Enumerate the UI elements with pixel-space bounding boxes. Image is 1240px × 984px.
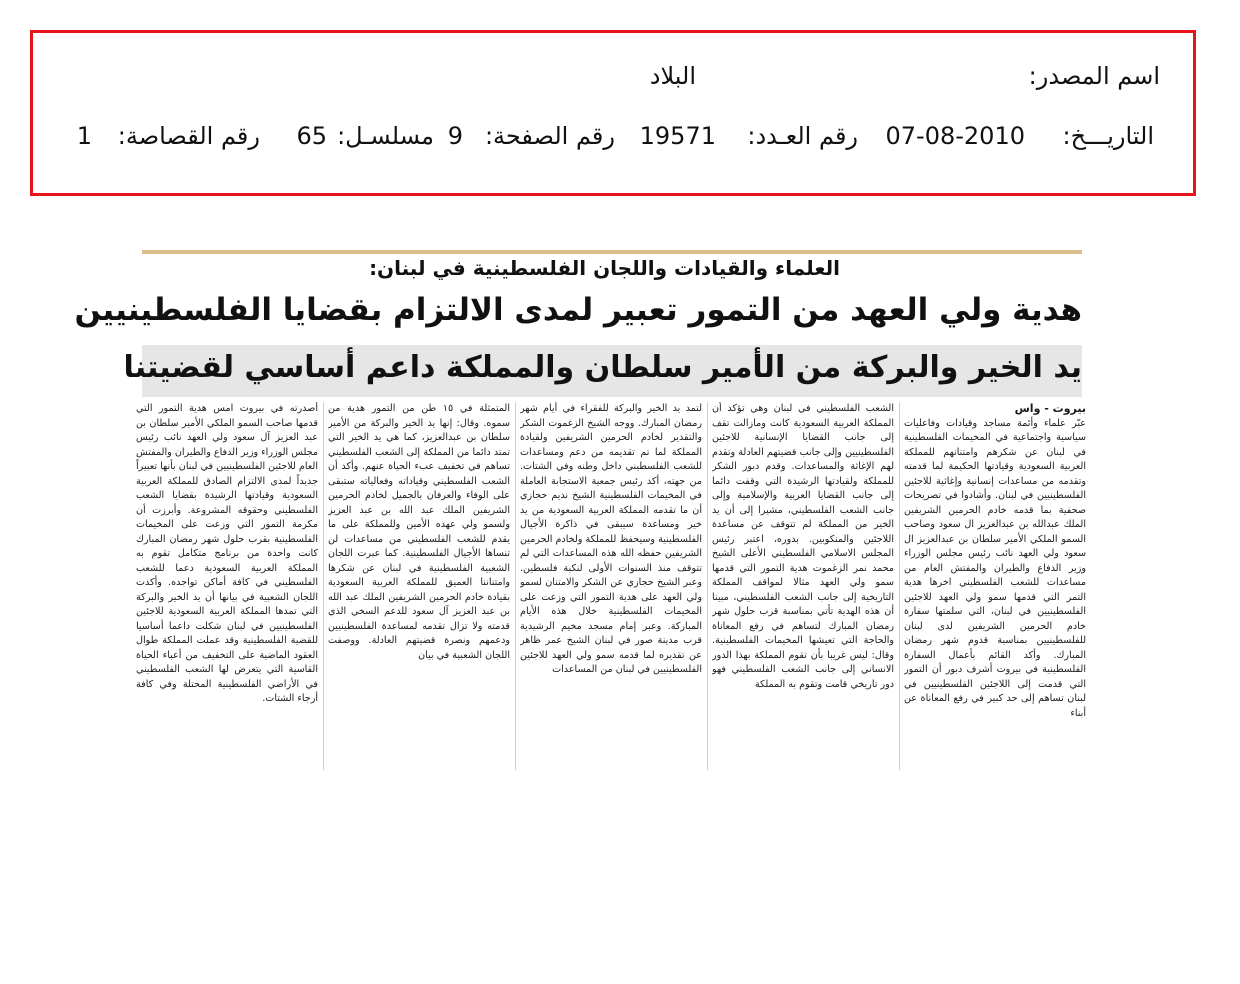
column-text: أصدرته في بيروت امس هدية التمور التي قدمها صاحب السمو الملكي الأمير سلطان بن عبد العزيز آل سعود ولي العهد نائب رئيس مجلس الوزراء وزير الدفاع والطيران والمفتش العام للاجئين الفلسطينيين في لبنان بأنها تعبيراً جديداً لمدى الالتزام الصادق للمملكة العربية السعودية وقيادتها الرشيدة بقضايا الشعب الفلسطيني وحقوقه المشروعة. وأبرزت أن مكرمة التمور التي وزعت على المخيمات الفلسطينية بقرب حلول شهر رمضان المبارك كانت واحدة من برنامج متكامل تقوم به المملكة العربية السعودية دعما للشعب الفلسطيني في كافة أماكن تواجده. وأكدت اللجان الشعبية في بيانها أن يد الخير والبركة التي تمدها المملكة العربية السعودية للاجئين الفلسطينيين في لبنان شكلت داعما أساسيا للقضية الفلسطينية وقد عملت المملكة طوال العقود الماضية على التخفيف من أعباء الحياة القاسية التي يتعرض لها الشعب الفلسطيني في الأراضي الفلسطينية المحتلة وفي كافة أرجاء الشتات. (136, 403, 318, 704)
column-divider (707, 402, 708, 770)
column-text: المتمثلة في ١٥ طن من التمور هدية من سموه. وقال: إنها يد الخير والبركة من الأمير سلطان بن عبدالعزيز، كما هي يد الخير التي تمتد دائما من المملكة إلى الشعب الفلسطيني تساهم في تخفيف عبء الحياة عنهم. وأكد أن الشعب الفلسطيني وقياداته وفعالياته ستبقى على الوفاء والعرفان بالجميل لخادم الحرمين الشريفين الملك عبد الله بن عبد العزيز ولسمو ولي عهده الأمين وللمملكة على ما يقدم للشعب الفلسطيني من مساعدات لن تنساها الأجيال الفلسطينية. كما عبرت اللجان الشعبية الفلسطينية في لبنان عن شكرها وامتناننا العميق للمملكة العربية السعودية بقيادة خادم الحرمين الشريفين الملك عبد الله بن عبد العزيز آل سعود للدعم السخي الذي قدمته ولا تزال تقدمه لمساعدة الفلسطينيين ودعمهم ونصرة قضيتهم العادلة. ووصفت اللجان الشعبية في بيان (328, 403, 510, 661)
clip-label: رقم القصاصة: (117, 122, 260, 150)
column-divider (323, 402, 324, 770)
column-divider (899, 402, 900, 770)
date-value: 07-08-2010 (885, 122, 1025, 150)
article-body (136, 402, 1086, 770)
page-value: 9 (447, 122, 463, 150)
source-label: اسم المصدر: (1028, 62, 1160, 90)
issue-label: رقم العـدد: (747, 122, 858, 150)
article-column-4 (328, 402, 510, 770)
clip-value: 1 (76, 122, 92, 150)
article-column-2 (712, 402, 894, 770)
source-value: البلاد (649, 62, 696, 90)
serial-label: مسلسـل: (337, 122, 434, 150)
article-column-3 (520, 402, 702, 770)
page-label: رقم الصفحة: (484, 122, 615, 150)
dateline: بيروت - واس (1014, 402, 1086, 415)
article-kicker: العلماء والقيادات واللجان الفلسطينية في لبنان: (369, 256, 840, 280)
issue-value: 19571 (639, 122, 716, 150)
serial-value: 65 (296, 122, 327, 150)
article-headline: هدية ولي العهد من التمور تعبير لمدى الالتزام بقضايا الفلسطينيين (74, 292, 1082, 328)
column-text: عبّر علماء وأئمة مساجد وقيادات وفاعليات سياسية واجتماعية في المخيمات الفلسطينية في لبنان عن شكرهم وامتنانهم للمملكة العربية السعودية وقيادتها الحكيمة لما قدمته وتقدمه من مساعدات إنسانية وإغاثية للاجئين الفلسطينيين في لبنان. وأشادوا في تصريحات صحفية بما قدمه خادم الحرمين الشريفين الملك عبدالله بن عبدالعزيز ال سعود وصاحب السمو الملكي الأمير سلطان بن عبدالعزيز ال سعود ولي العهد نائب رئيس مجلس الوزراء وزير الدفاع والطيران والمفتش العام من مساعدات للشعب الفلسطيني اخرها هدية التمر التي قدمها سمو ولي العهد للاجئين الفلسطينيين في لبنان، التي سلمتها سفارة خادم الحرمين الشريفين لدى لبنان للفلسطينيين بمناسبة قدوم شهر رمضان المبارك. وأكد القائم بأعمال السفارة الفلسطينية في بيروت أشرف دبور أن التمور التي قدمت إلى اللاجئين الفلسطينيين في لبنان تساهم إلى حد كبير في رفع المعاناة عن أبناء (904, 417, 1086, 719)
column-text: الشعب الفلسطيني في لبنان وهي تؤكد أن المملكة العربية السعودية كانت ومازالت تقف إلى جانب القضايا الإنسانية للاجئين الفلسطينيين وإلى جانب قضيتهم العادلة وتقدم لهم الإغاثة والمساعدات. وقدم دبور الشكر للمملكة ولقيادتها الرشيدة التي وقفت دائما إلى جانب القضايا العربية والإسلامية وإلى جانب الشعب الفلسطيني، مشيرا إلى أن يد الخير من المملكة لم تتوقف عن مساعدة اللاجئين والمنكوبين. بدوره، اعتبر رئيس المجلس الاسلامي الفلسطيني الأعلى الشيخ محمد نمر الزغموت هدية التمور التي قدمها سمو ولي العهد مثالا لمواقف المملكة التاريخية إلى جانب الشعب الفلسطيني، مبينا أن هذه الهدية تأتي بمناسبة قرب حلول شهر رمضان المبارك لتساهم في رفع المعاناة والحاجة التي تعيشها المخيمات الفلسطينية. وقال: ليس غريبا بأن تقوم المملكة بهذا الدور الانساني إلى جانب الشعب الفلسطيني فهو دور تاريخي قامت وتقوم به المملكة (712, 403, 894, 690)
clipping-metadata-box (30, 30, 1196, 196)
article-column-1 (904, 402, 1086, 770)
article-column-5 (136, 402, 318, 770)
column-divider (515, 402, 516, 770)
date-label: التاريـــخ: (1062, 122, 1154, 150)
article-top-rule (142, 250, 1082, 254)
article-subhead: يد الخير والبركة من الأمير سلطان والمملكة داعم أساسي لقضيتنا (123, 350, 1082, 385)
column-text: لتمد يد الخير والبركة للفقراء في أيام شهر رمضان المبارك. ووجه الشيخ الزغموت الشكر والتقدير لخادم الحرمين الشريفين ولقيادة المملكة لما تم تقديمه من دعم ومساعدات للشعب الفلسطيني داخل وطنه وفي الشتات. من جهته، أكد رئيس جمعية الاستجابة العاملة في المخيمات الفلسطينية الشيخ نديم حجازي أن ما تقدمه المملكة العربية السعودية من يد خير ومساعدة سيبقى في ذاكرة الأجيال الفلسطينية وسيحفظ للمملكة ولخادم الحرمين الشريفين حفظه الله هذه المساعدات التي لم تتوقف منذ السنوات الأولى لنكبة فلسطين. وعبر الشيخ حجازي عن الشكر والامتنان لسمو ولي العهد على هدية التمور التي وزعت على المخيمات الفلسطينية خلال هذه الأيام المباركة. وعبر إمام مسجد مخيم الرشيدية قرب مدينة صور في لبنان الشيخ عمر ظاهر عن تقديره لما قدمه سمو ولي العهد للاجئين الفلسطينيين في لبنان من المساعدات (520, 403, 702, 675)
